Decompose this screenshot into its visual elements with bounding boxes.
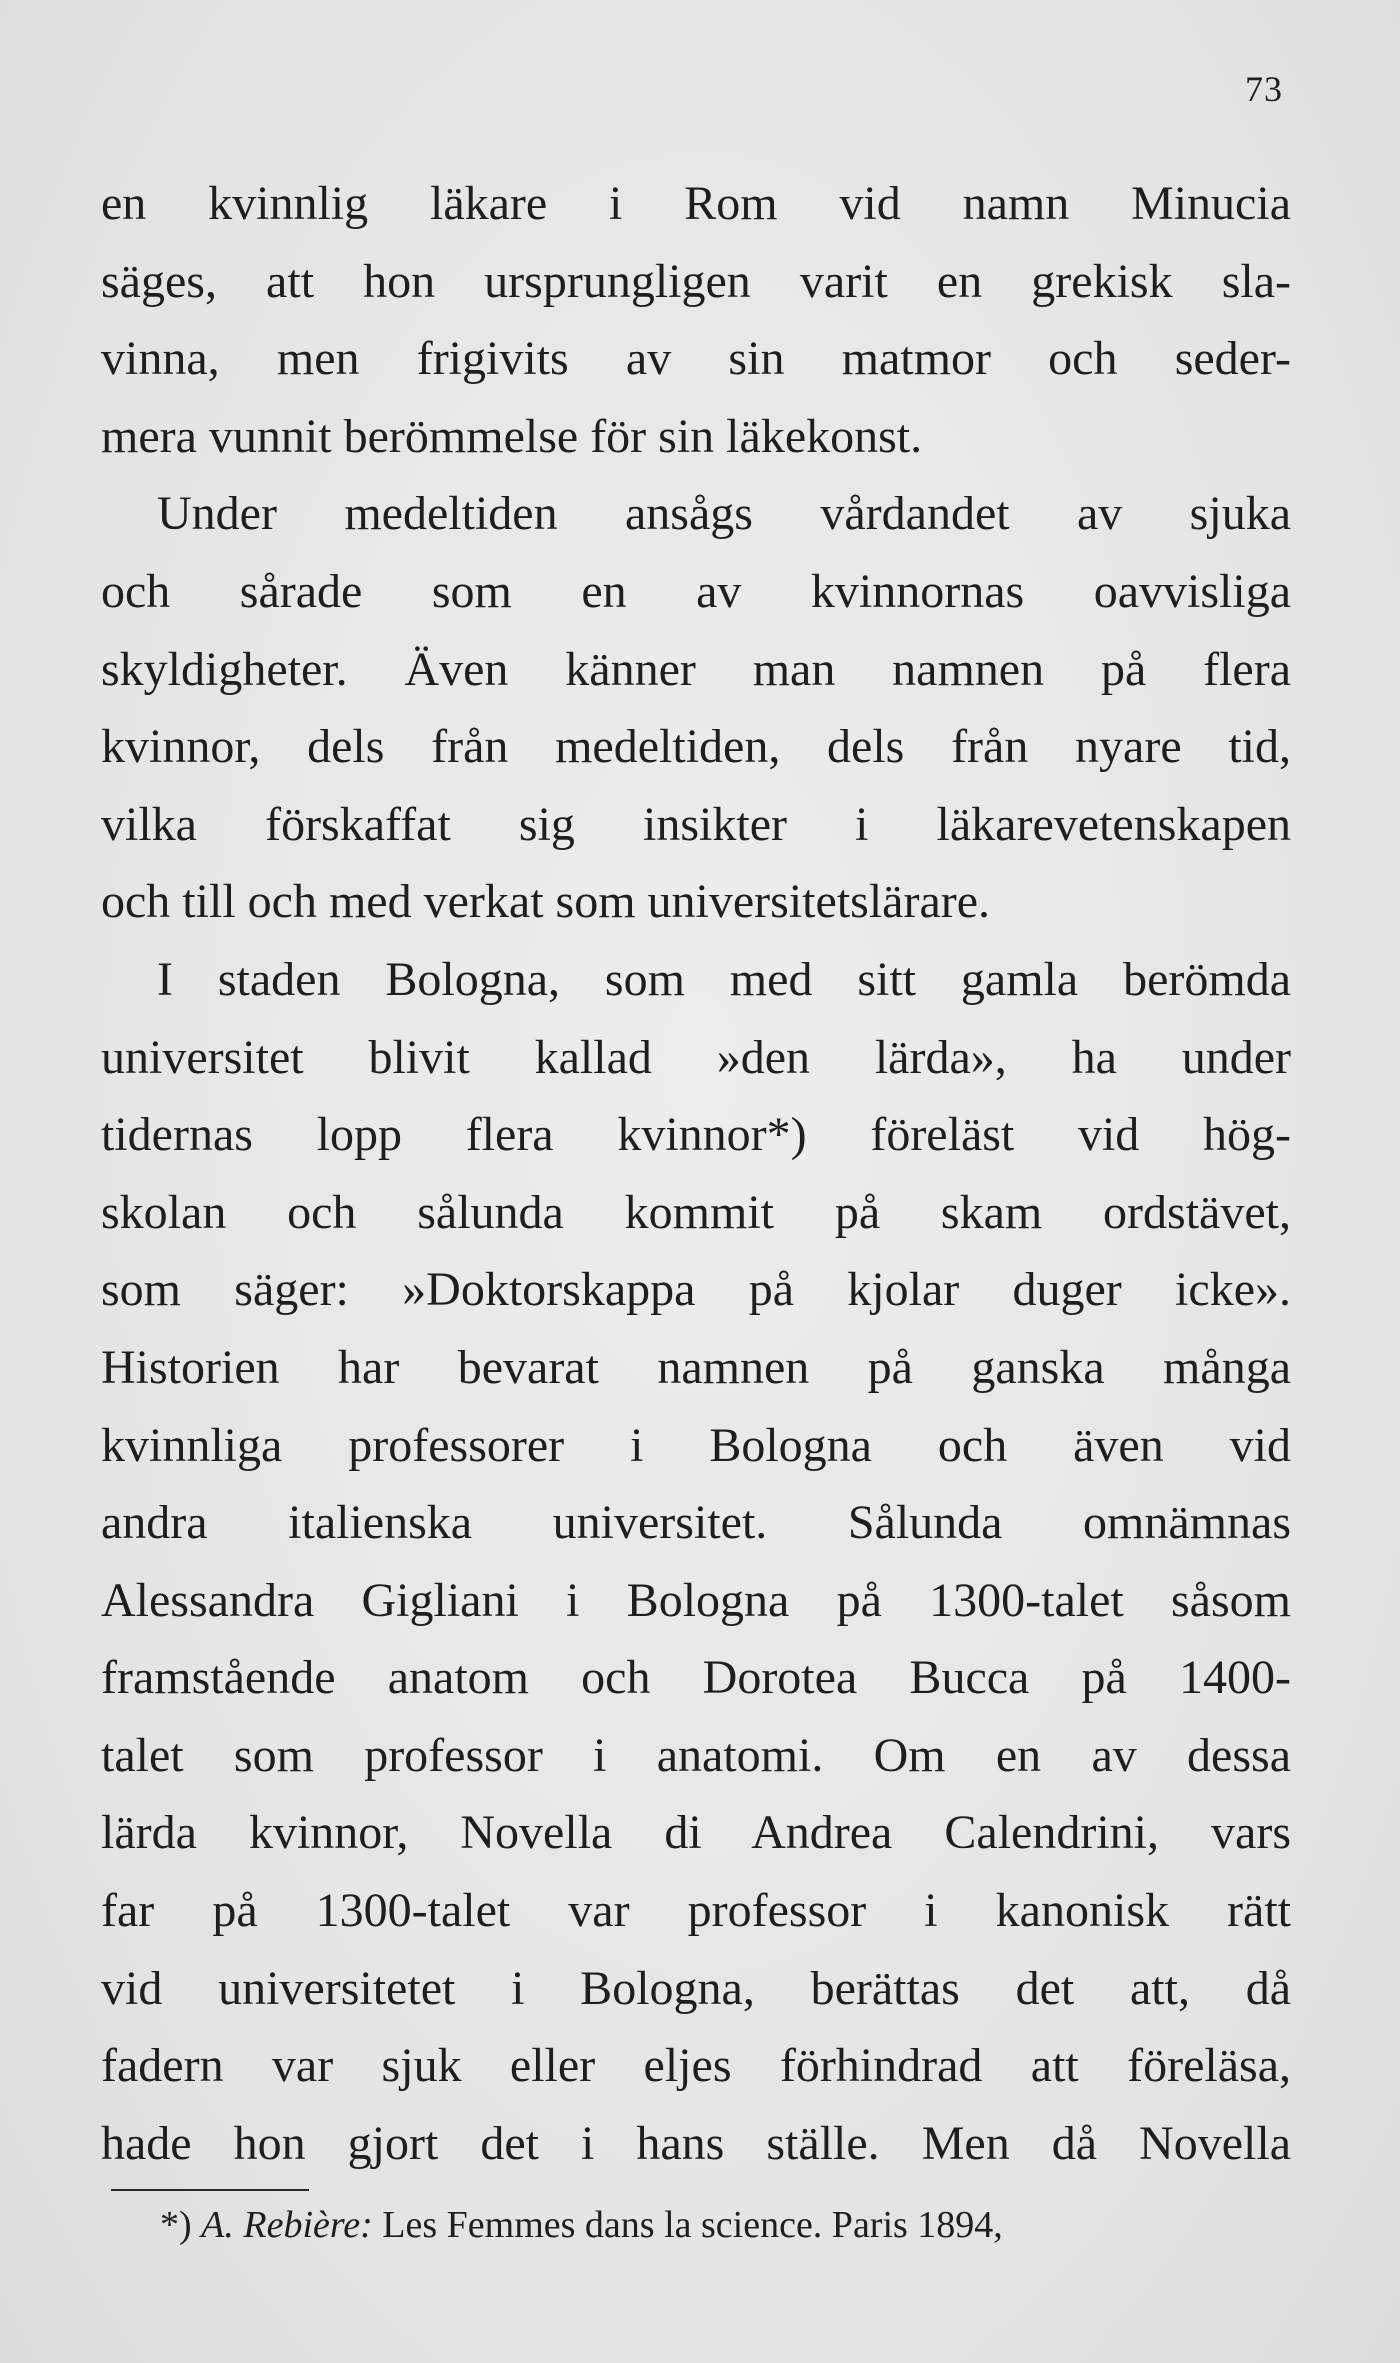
text-line: andra italienska universitet. Sålunda omnämnas <box>101 1496 1291 1550</box>
text-line: talet som professor i anatomi. Om en av dessa <box>101 1728 1291 1782</box>
text-line: som säger: »Doktorskappa på kjolar duger icke». <box>101 1263 1291 1317</box>
body-text <box>101 165 1291 2182</box>
footnote-author: A. Rebière: <box>201 2204 373 2246</box>
text-line: vid universitetet i Bologna, berättas det att, då <box>101 1961 1291 2015</box>
text-line: hade hon gjort det i hans ställe. Men då Novella <box>101 2116 1291 2170</box>
text-line: universitet blivit kallad »den lärda», ha under <box>101 1030 1291 1084</box>
footnote-rule <box>111 2189 309 2191</box>
text-line: skolan och sålunda kommit på skam ordstävet, <box>101 1185 1291 1239</box>
text-line: säges, att hon ursprungligen varit en grekisk sla- <box>101 254 1291 308</box>
text-line: Historien har bevarat namnen på ganska många <box>101 1340 1291 1394</box>
footnote <box>160 2200 1300 2250</box>
text-line: vinna, men frigivits av sin matmor och seder- <box>101 332 1291 386</box>
text-line: fadern var sjuk eller eljes förhindrad att föreläsa, <box>101 2039 1291 2093</box>
footnote-marker: *) <box>160 2204 192 2246</box>
text-line: far på 1300-talet var professor i kanonisk rätt <box>101 1884 1291 1938</box>
text-line: och sårade som en av kvinnornas oavvisliga <box>101 564 1291 618</box>
text-line: Under medeltiden ansågs vårdandet av sjuka <box>157 487 1291 541</box>
text-line: lärda kvinnor, Novella di Andrea Calendrini, vars <box>101 1806 1291 1860</box>
text-line: framstående anatom och Dorotea Bucca på 1400- <box>101 1651 1291 1705</box>
text-line: tidernas lopp flera kvinnor*) föreläst vid hög- <box>101 1108 1291 1162</box>
text-line: kvinnor, dels från medeltiden, dels från nyare tid, <box>101 720 1291 774</box>
text-line: I staden Bologna, som med sitt gamla berömda <box>157 952 1291 1006</box>
text-line: skyldigheter. Även känner man namnen på flera <box>101 642 1291 696</box>
footnote-citation: Les Femmes dans la science. Paris 1894, <box>382 2204 1003 2246</box>
text-line: en kvinnlig läkare i Rom vid namn Minucia <box>101 177 1291 230</box>
text-line: och till och med verkat som universitetslärare. <box>101 875 991 929</box>
text-line: vilka förskaffat sig insikter i läkarevetenskapen <box>101 797 1291 851</box>
text-line: kvinnliga professorer i Bologna och även vid <box>101 1418 1291 1472</box>
text-line: Alessandra Gigliani i Bologna på 1300-talet såsom <box>101 1573 1291 1627</box>
text-line: mera vunnit berömmelse för sin läkekonst. <box>101 409 923 463</box>
page-number: 73 <box>1245 69 1283 109</box>
